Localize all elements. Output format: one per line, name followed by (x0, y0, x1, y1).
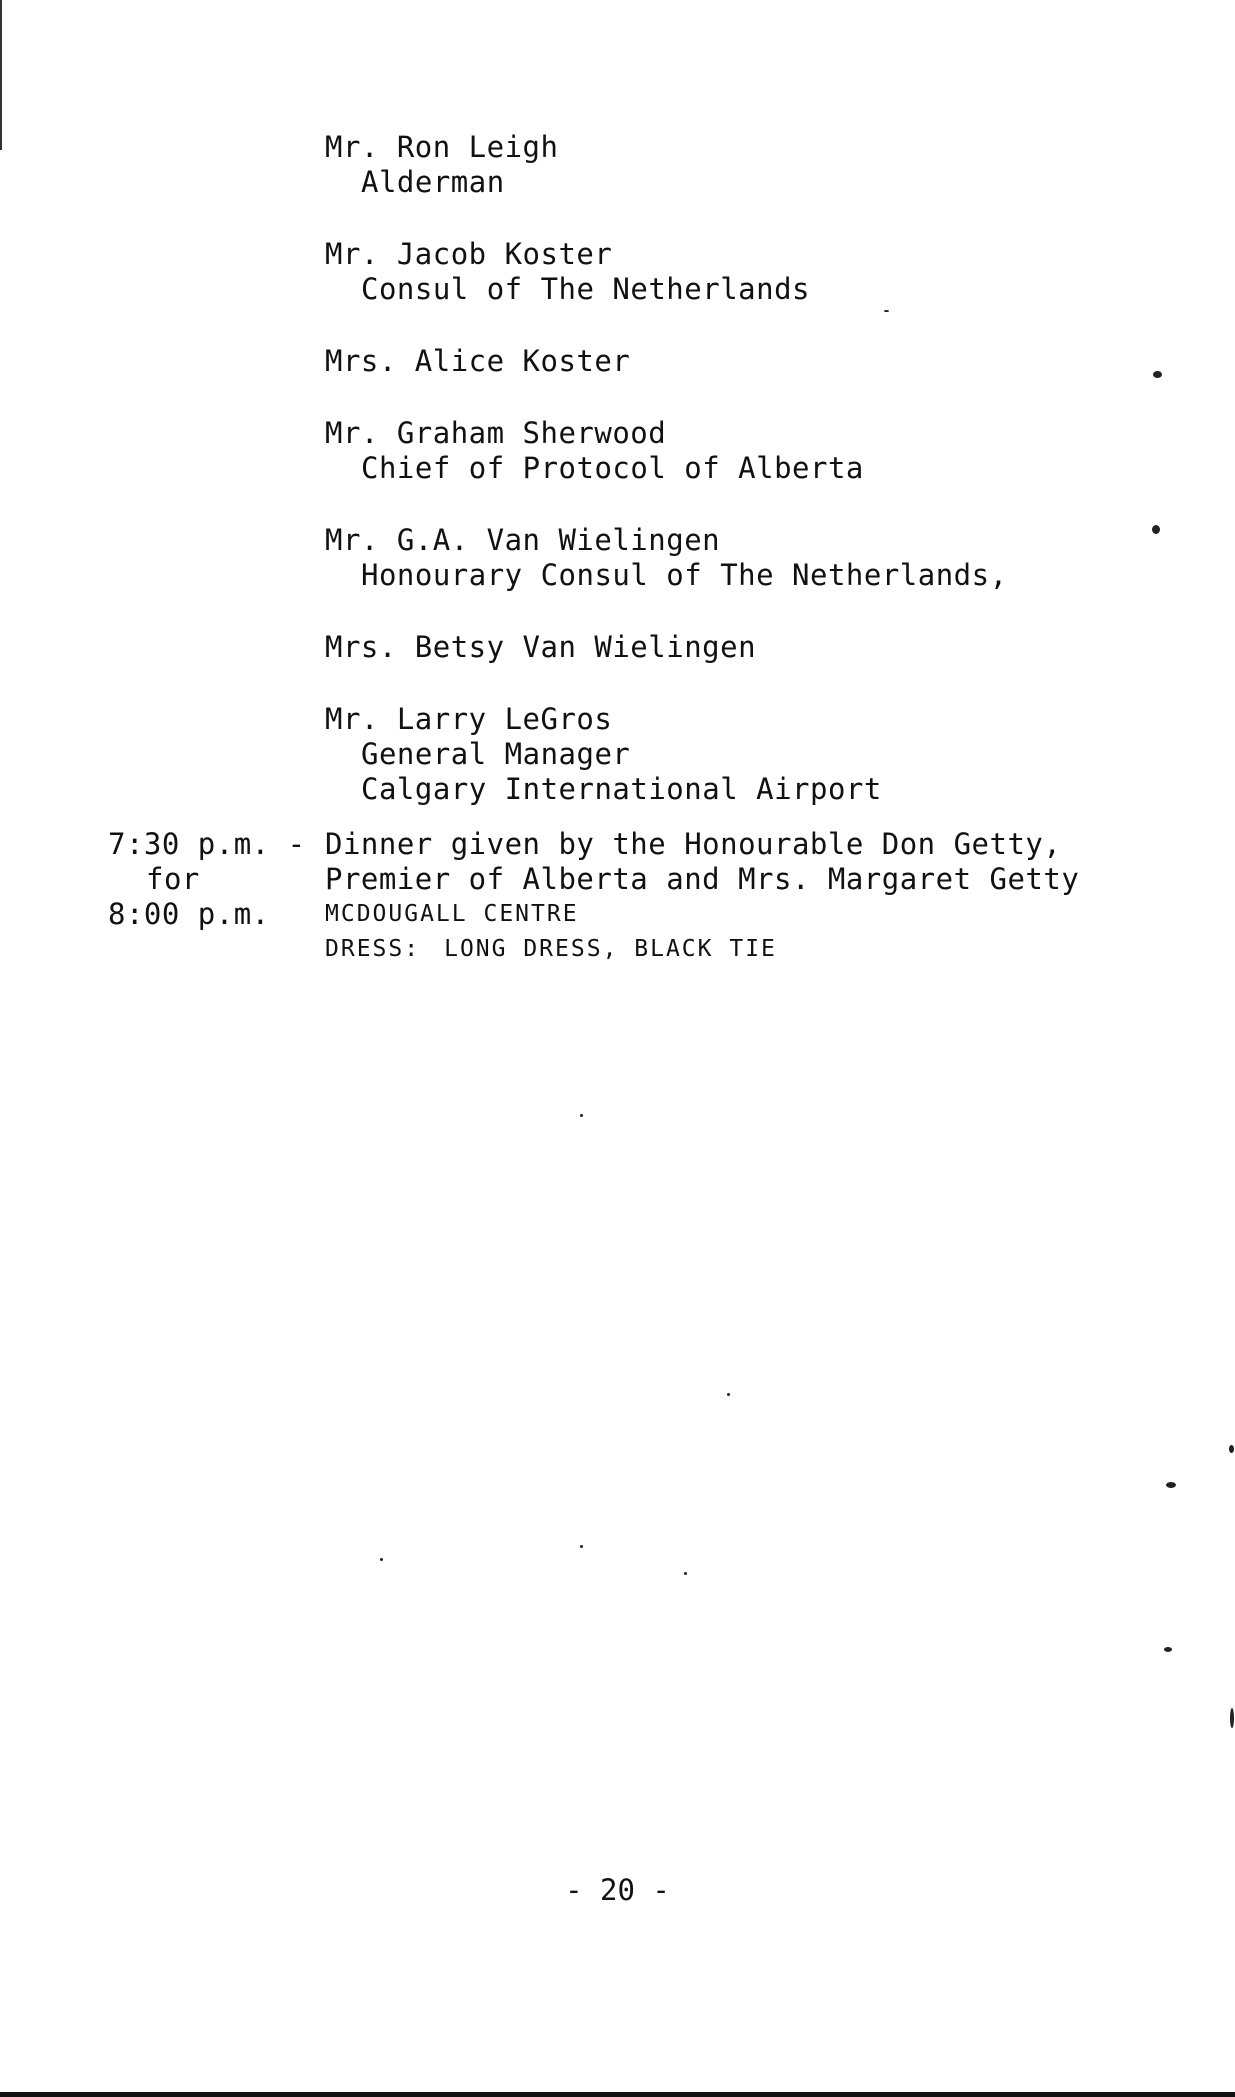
scan-speck (1229, 1445, 1234, 1453)
scan-speck (684, 1572, 687, 1575)
guest-entry (325, 237, 1125, 307)
event-time (108, 827, 325, 932)
dress-label: DRESS: (325, 936, 421, 962)
event-venue: MCDOUGALL CENTRE (325, 901, 579, 927)
scan-speck (1164, 1647, 1172, 1652)
bottom-scan-edge (0, 2092, 1235, 2097)
guest-title: General Manager (361, 737, 631, 771)
guest-name: Mr. Larry LeGros (325, 702, 613, 736)
guest-name: Mr. Jacob Koster (325, 237, 613, 271)
guest-list (325, 130, 1125, 844)
guest-name: Mrs. Alice Koster (325, 344, 631, 378)
guest-entry (325, 630, 1125, 665)
guest-entry (325, 416, 1125, 486)
event-time-for: for (146, 862, 200, 896)
page-number: - 20 - (565, 1873, 670, 1907)
event-time-end: 8:00 p.m. (108, 897, 270, 931)
scan-speck (727, 1393, 730, 1396)
guest-name: Mr. Ron Leigh (325, 130, 559, 164)
scan-speck (580, 1114, 583, 1117)
guest-title: Consul of The Netherlands (361, 272, 810, 306)
guest-name: Mr. G.A. Van Wielingen (325, 523, 721, 557)
guest-title: Chief of Protocol of Alberta (361, 451, 864, 485)
scan-speck (1166, 1482, 1176, 1488)
event-time-start: 7:30 p.m. - (108, 827, 306, 861)
guest-entry (325, 344, 1125, 379)
event-description (325, 827, 1128, 967)
guest-title: Calgary International Airport (361, 772, 882, 806)
guest-entry (325, 702, 1125, 807)
scan-speck (580, 1545, 583, 1548)
guest-title: Honourary Consul of The Netherlands, (361, 558, 1008, 592)
guest-title: Alderman (361, 165, 505, 199)
scan-speck (1152, 525, 1160, 534)
scan-edge-mark (0, 0, 2, 150)
event-dress-code (325, 932, 1128, 967)
scan-speck (884, 310, 889, 312)
guest-entry (325, 130, 1125, 200)
dinner-event (108, 827, 1128, 967)
scan-speck (1153, 371, 1162, 378)
event-row (108, 827, 1128, 967)
scan-speck (1230, 1708, 1234, 1728)
guest-name: Mr. Graham Sherwood (325, 416, 667, 450)
guest-entry (325, 523, 1125, 593)
scan-speck (380, 1558, 383, 1561)
dress-value: LONG DRESS, BLACK TIE (444, 936, 777, 962)
guest-name: Mrs. Betsy Van Wielingen (325, 630, 757, 664)
event-description-line: Premier of Alberta and Mrs. Margaret Getty (325, 862, 1080, 896)
event-description-line: Dinner given by the Honourable Don Getty, (325, 827, 1062, 861)
